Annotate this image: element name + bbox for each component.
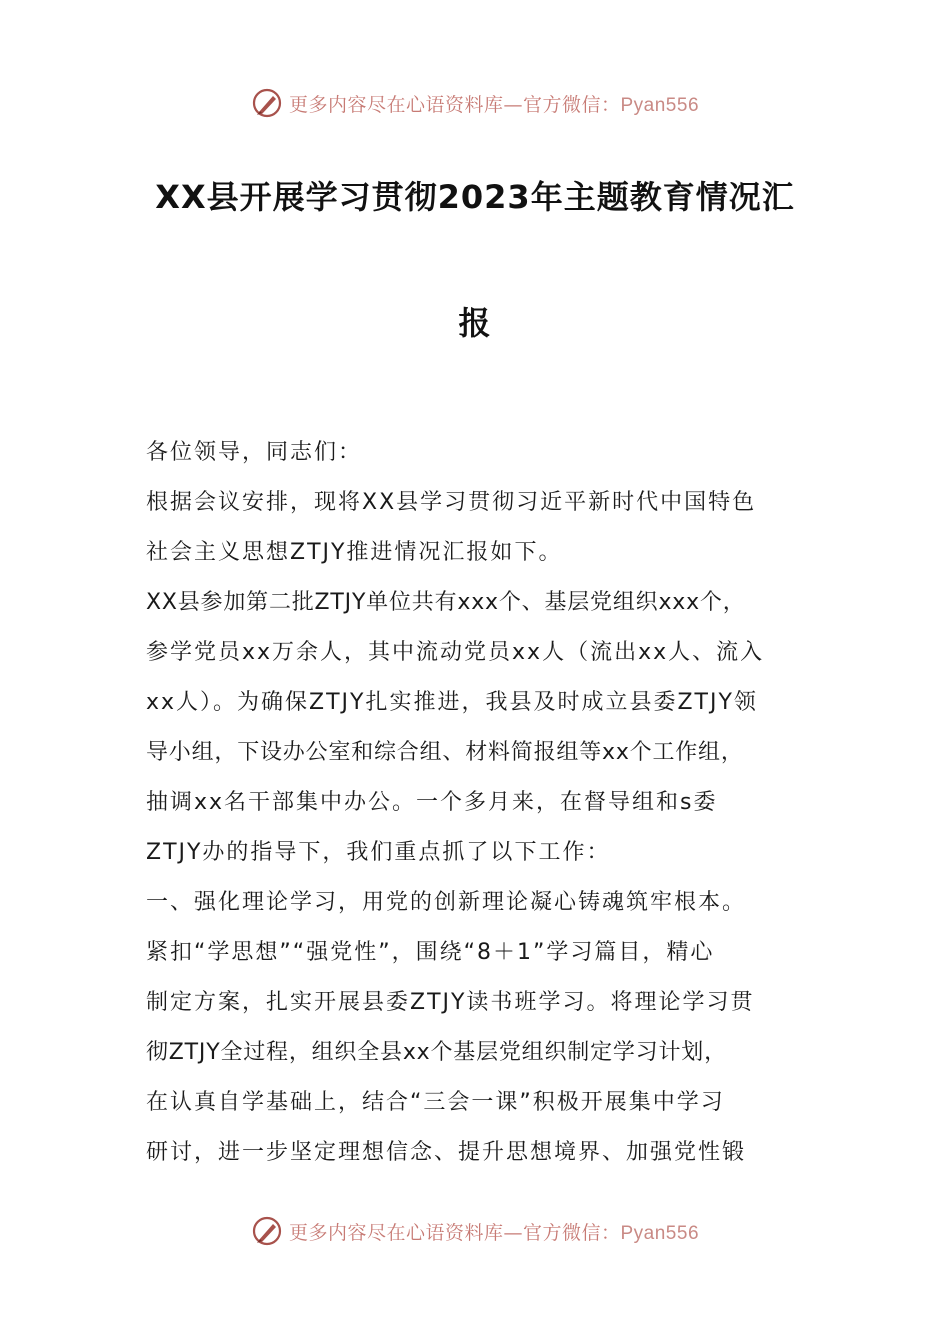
body-line: 抽调xx名干部集中办公。一个多月来，在督导组和s委 — [146, 790, 718, 815]
body-line: ZTJY办的指导下，我们重点抓了以下工作： — [146, 840, 611, 865]
body-line: 各位领导，同志们： — [146, 440, 363, 465]
document-body — [146, 428, 811, 1178]
body-line: XX县参加第二批ZTJY单位共有xxx个、基层党组织xxx个， — [146, 590, 746, 615]
watermark-text: 更多内容尽在心语资料库—官方微信：Pyan556 — [288, 1221, 700, 1244]
body-line: 研讨，进一步坚定理想信念、提升思想境界、加强党性锻 — [146, 1140, 747, 1165]
watermark-footer — [0, 1211, 950, 1251]
document-title-line-1: XX县开展学习贯彻2023年主题教育情况汇 — [155, 178, 795, 216]
body-line: 参学党员xx万余人，其中流动党员xx人（流出xx人、流入 — [146, 640, 765, 665]
body-line: 导小组，下设办公室和综合组、材料简报组等xx个工作组， — [146, 740, 744, 765]
watermark-wechat-id: Pyan556 — [620, 1222, 700, 1244]
body-line: 彻ZTJY全过程，组织全县xx个基层党组织制定学习计划， — [146, 1040, 727, 1065]
watermark-text: 更多内容尽在心语资料库—官方微信：Pyan556 — [288, 93, 700, 116]
watermark-header — [0, 83, 950, 123]
body-line: 社会主义思想ZTJY推进情况汇报如下。 — [146, 540, 563, 565]
pen-circle-icon — [251, 1215, 283, 1247]
body-line: 制定方案，扎实开展县委ZTJY读书班学习。将理论学习贯 — [146, 990, 755, 1015]
body-line: 根据会议安排，现将XX县学习贯彻习近平新时代中国特色 — [146, 490, 757, 515]
body-line: 紧扣“学思想”“强党性”，围绕“8＋1”学习篇目，精心 — [146, 940, 715, 965]
pen-circle-icon — [251, 87, 283, 119]
section-heading-1: 一、强化理论学习，用党的创新理论凝心铸魂筑牢根本。 — [146, 890, 747, 915]
watermark-wechat-id: Pyan556 — [620, 94, 700, 116]
body-line: xx人）。为确保ZTJY扎实推进，我县及时成立县委ZTJY领 — [146, 690, 758, 715]
body-line: 在认真自学基础上，结合“三会一课”积极开展集中学习 — [146, 1090, 725, 1115]
document-title-line-2: 报 — [458, 304, 492, 342]
